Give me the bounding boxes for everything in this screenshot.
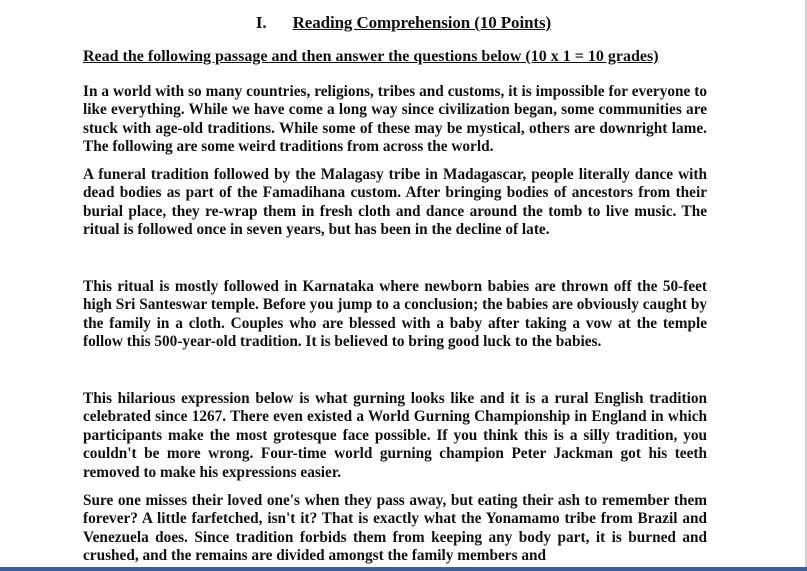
- paragraph-baby-dropping: This ritual is mostly followed in Karnataka where newborn babies are thrown off the 50-feet high Sri Santeswar temple. Before you jump to a conclusion; the babies are obviously caught by the family in a cloth. Couples who are blessed with a baby after taking a vow at the temple follow this 500-year-old tradition. It is believed to bring good luck to the babies.: [83, 278, 707, 351]
- window-bottom-border: [0, 567, 807, 571]
- section-heading: [0, 12, 807, 34]
- paragraph-famadihana: A funeral tradition followed by the Malagasy tribe in Madagascar, people literally dance with dead bodies as part of the Famadihana custom. After bringing bodies of ancestors from their burial place, they re-wrap them in fresh cloth and dance around the tomb to live music. The ritual is followed once in seven years, but has been in the decline of late.: [83, 166, 707, 239]
- section-number: I.: [255, 13, 267, 32]
- paragraph-gurning: This hilarious expression below is what gurning looks like and it is a rural English tradition celebrated since 1267. There even existed a World Gurning Championship in England in which participants make the most grotesque face possible. If you think this is a silly tradition, you couldn't be more wrong. Four-time world gurning champion Peter Jackman got his teeth removed to make his expressions easier.: [83, 390, 707, 481]
- instruction-text: Read the following passage and then answer the questions below (10 x 1 = 10 grades): [83, 48, 659, 65]
- section-title: Reading Comprehension (10 Points): [292, 13, 552, 32]
- paragraph-intro: In a world with so many countries, religions, tribes and customs, it is impossible for everyone to like everything. While we have come a long way since civilization began, some communities are stuck with age-old traditions. While some of these may be mystical, others are downright lame. The following are some weird traditions from across the world.: [83, 83, 707, 156]
- paragraph-ash-eating: Sure one misses their loved one's when they pass away, but eating their ash to remember them forever? A little farfetched, isn't it? That is exactly what the Yonamamo tribe from Brazil and Venezuela does. Since tradition forbids them from keeping any body part, it is burned and crushed, and the remains are divided amongst the family members and: [83, 492, 707, 565]
